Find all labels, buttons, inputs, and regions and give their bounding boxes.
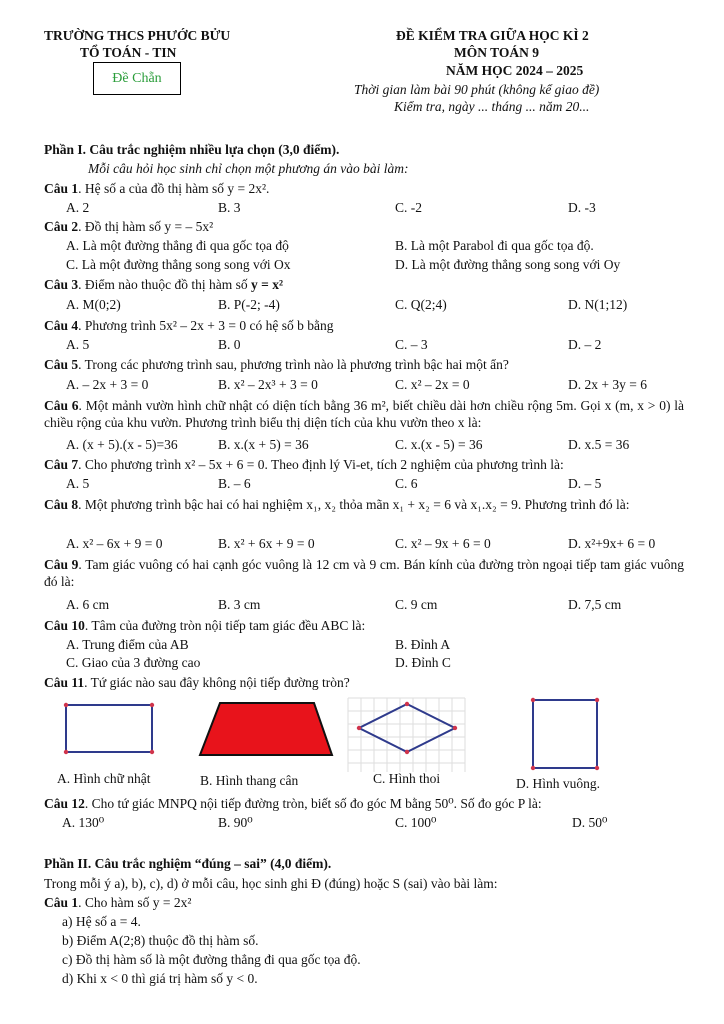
question-label: Câu 8 [44, 497, 79, 512]
q9-option-d: D. 7,5 cm [568, 597, 622, 612]
p2q1-statement-c: c) Đồ thị hàm số là một đường thẳng đi qua gốc tọa độ. [62, 952, 361, 967]
question-7 [44, 457, 564, 474]
q4-option-b: B. 0 [218, 337, 241, 352]
rhombus-figure [348, 698, 465, 772]
question-9 [44, 557, 684, 591]
q12-option-b: B. 90⁰ [218, 815, 253, 830]
question-text: . Đồ thị hàm số y = – 5x² [78, 219, 214, 234]
question-8 [44, 497, 684, 514]
p2q1-statement-b: b) Điểm A(2;8) thuộc đồ thị hàm số. [62, 933, 259, 948]
q5-option-d: D. 2x + 3y = 6 [568, 377, 647, 392]
question-text: . Tam giác vuông có hai cạnh góc vuông là 12 cm và 9 cm. Bán kính của đường tròn ngoại tiếp tam giác vuông đó là: [44, 557, 684, 589]
question-label: Câu 9 [44, 557, 79, 572]
p2q1-statement-a: a) Hệ số a = 4. [62, 914, 141, 929]
q5-option-c: C. x² – 2x = 0 [395, 377, 470, 392]
q3-option-c: C. Q(2;4) [395, 297, 447, 312]
question-4 [44, 318, 333, 335]
question-label: Câu 1 [44, 895, 79, 910]
question-label: Câu 2 [44, 219, 79, 234]
q8-option-a: A. x² – 6x + 9 = 0 [66, 536, 163, 551]
date-line: Kiểm tra, ngày ... tháng ... năm 20... [394, 99, 590, 114]
q4-option-a: A. 5 [66, 337, 90, 352]
q5-option-b: B. x² – 2x³ + 3 = 0 [218, 377, 318, 392]
question-label: Câu 11 [44, 675, 85, 690]
question-1 [44, 181, 269, 198]
square-figure [531, 698, 599, 770]
q2-option-c: C. Là một đường thẳng song song với Ox [66, 257, 291, 272]
q12-option-d: D. 50⁰ [572, 815, 608, 830]
question-text: . Tâm của đường tròn nội tiếp tam giác đều ABC là: [84, 618, 366, 633]
school-name: TRƯỜNG THCS PHƯỚC BỬU [44, 28, 231, 43]
q11-option-a: A. Hình chữ nhật [57, 771, 151, 786]
q1-option-b: B. 3 [218, 200, 241, 215]
question-label: Câu 1 [44, 181, 79, 196]
q7-option-b: B. – 6 [218, 476, 251, 491]
q3-option-d: D. N(1;12) [568, 297, 628, 312]
school-year: NĂM HỌC 2024 – 2025 [446, 63, 584, 78]
q10-option-d: D. Đỉnh C [395, 655, 451, 670]
q2-option-a: A. Là một đường thẳng đi qua gốc tọa độ [66, 238, 289, 253]
question-text: . Hệ số a của đồ thị hàm số y = 2x². [78, 181, 270, 196]
q10-option-c: C. Giao của 3 đường cao [66, 655, 201, 670]
question-label: Câu 6 [44, 398, 79, 413]
part2-question-1 [44, 895, 191, 912]
q8-option-c: C. x² – 9x + 6 = 0 [395, 536, 491, 551]
question-12 [44, 796, 542, 813]
q7-option-a: A. 5 [66, 476, 90, 491]
part1-instruction: Mỗi câu hỏi học sinh chỉ chọn một phương án vào bài làm: [88, 161, 409, 176]
subject: MÔN TOÁN 9 [454, 45, 540, 60]
question-3 [44, 277, 283, 294]
question-label: Câu 10 [44, 618, 85, 633]
exam-title: ĐỀ KIỂM TRA GIỮA HỌC KÌ 2 [396, 28, 589, 43]
q11-option-b: B. Hình thang cân [200, 773, 299, 788]
q6-option-c: C. x.(x - 5) = 36 [395, 437, 483, 452]
question-text: . Điểm nào thuộc đồ thị hàm số [78, 277, 251, 292]
q8-option-d: D. x²+9x+ 6 = 0 [568, 536, 656, 551]
question-text: . Tứ giác nào sau đây không nội tiếp đường tròn? [84, 675, 350, 690]
question-text: . Phương trình 5x² – 2x + 3 = 0 có hệ số b bằng [78, 318, 334, 333]
part1-title: Phần I. Câu trắc nghiệm nhiều lựa chọn (3,0 điểm). [44, 142, 340, 157]
department-name: TỔ TOÁN - TIN [80, 45, 177, 60]
question-6 [44, 398, 684, 432]
question-2 [44, 219, 213, 236]
q10-option-b: B. Đỉnh A [395, 637, 451, 652]
q9-option-a: A. 6 cm [66, 597, 110, 612]
q3-option-b: B. P(-2; -4) [218, 297, 280, 312]
q12-option-c: C. 100⁰ [395, 815, 437, 830]
q10-option-a: A. Trung điểm của AB [66, 637, 189, 652]
q6-option-b: B. x.(x + 5) = 36 [218, 437, 309, 452]
q12-option-a: A. 130⁰ [62, 815, 105, 830]
question-label: Câu 5 [44, 357, 79, 372]
question-10 [44, 618, 365, 635]
question-label: Câu 12 [44, 796, 85, 811]
q6-option-a: A. (x + 5).(x - 5)=36 [66, 437, 178, 452]
trapezoid-figure [200, 703, 332, 755]
variant-label: Đề Chẵn [112, 70, 162, 86]
q11-option-d: D. Hình vuông. [516, 776, 600, 791]
q4-option-d: D. – 2 [568, 337, 602, 352]
q6-option-d: D. x.5 = 36 [568, 437, 630, 452]
q9-option-b: B. 3 cm [218, 597, 261, 612]
question-text: . Trong các phương trình sau, phương trình nào là phương trình bậc hai một ẩn? [78, 357, 509, 372]
question-text: . Cho tứ giác MNPQ nội tiếp đường tròn, biết số đo góc M bằng 50⁰. Số đo góc P là: [84, 796, 542, 811]
q3-option-a: A. M(0;2) [66, 297, 121, 312]
question-text: . Một mảnh vườn hình chữ nhật có diện tích bằng 36 m², biết chiều dài hơn chiều rộng 5m. Gọi x (m, x > 0) là chiều rộng của khu vườn. Phương trình biểu thị diện tích của khu vườn theo x là: [44, 398, 684, 430]
variant-box [93, 62, 181, 95]
q1-option-c: C. -2 [395, 200, 422, 215]
q11-option-c: C. Hình thoi [373, 771, 441, 786]
q1-option-d: D. -3 [568, 200, 596, 215]
q5-option-a: A. – 2x + 3 = 0 [66, 377, 149, 392]
p2q1-statement-d: d) Khi x < 0 thì giá trị hàm số y < 0. [62, 971, 258, 986]
question-text: . Cho phương trình x² – 5x + 6 = 0. Theo định lý Vi-et, tích 2 nghiệm của phương trình là: [78, 457, 564, 472]
q8-option-b: B. x² + 6x + 9 = 0 [218, 536, 315, 551]
part2-title: Phần II. Câu trắc nghiệm “đúng – sai” (4,0 điểm). [44, 856, 332, 871]
q4-option-c: C. – 3 [395, 337, 428, 352]
question-text: . Một phương trình bậc hai có hai nghiệm x₁, x₂ thỏa mãn x₁ + x₂ = 6 và x₁.x₂ = 9. Phương trình đó là: [78, 497, 630, 512]
rectangle-figure [64, 703, 154, 754]
question-text: . Cho hàm số y = 2x² [78, 895, 192, 910]
part2-instruction: Trong mỗi ý a), b), c), d) ở mỗi câu, học sinh ghi Đ (đúng) hoặc S (sai) vào bài làm: [44, 876, 498, 891]
question-label: Câu 4 [44, 318, 79, 333]
q1-option-a: A. 2 [66, 200, 90, 215]
duration: Thời gian làm bài 90 phút (không kể giao đề) [354, 82, 600, 97]
q7-option-c: C. 6 [395, 476, 418, 491]
q2-option-d: D. Là một đường thẳng song song với Oy [395, 257, 621, 272]
q7-option-d: D. – 5 [568, 476, 602, 491]
q9-option-c: C. 9 cm [395, 597, 438, 612]
question-label: Câu 7 [44, 457, 79, 472]
question-formula: y = x² [251, 277, 283, 292]
q2-option-b: B. Là một Parabol đi qua gốc tọa độ. [395, 238, 594, 253]
question-label: Câu 3 [44, 277, 79, 292]
question-5 [44, 357, 509, 374]
